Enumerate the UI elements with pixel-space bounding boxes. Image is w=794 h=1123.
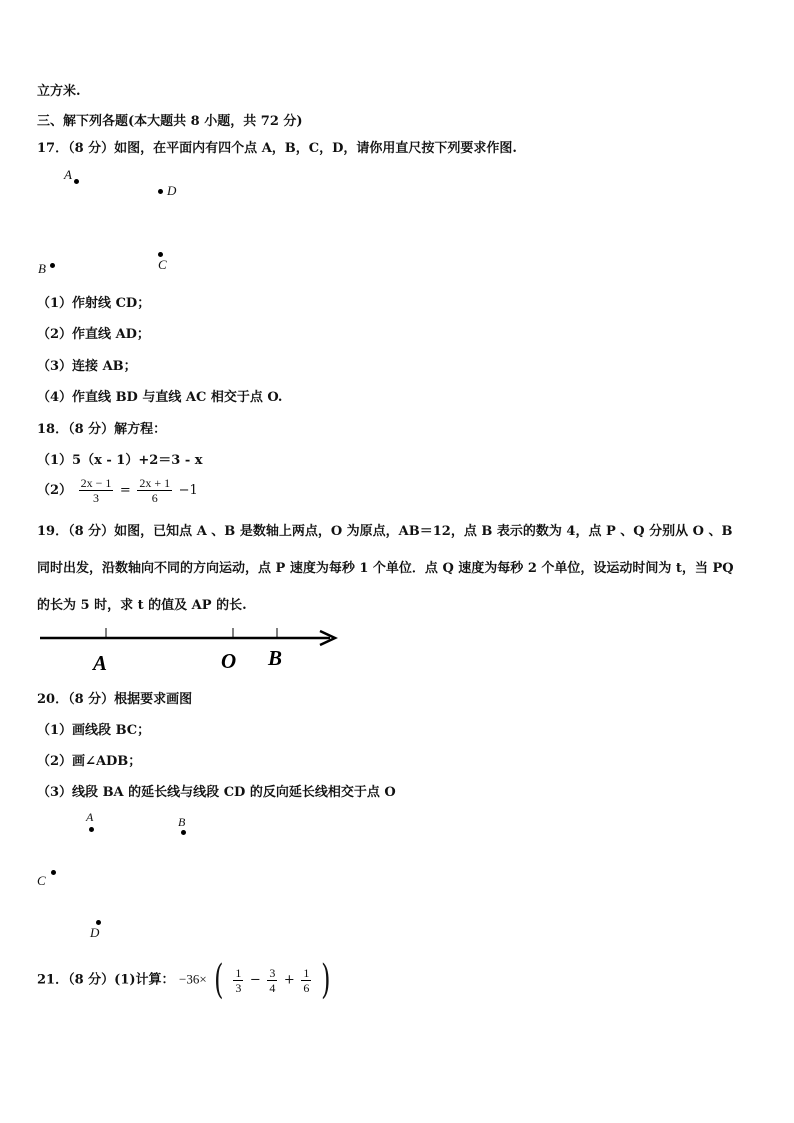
equals-sign: =	[119, 483, 131, 498]
q21-coefficient: −36×	[179, 971, 207, 987]
fig20-point-b	[181, 830, 186, 835]
q20-part-3: （3）线段 BA 的延长线与线段 CD 的反向延长线相交于点 O	[37, 785, 396, 800]
q21-op-1: −	[249, 972, 261, 988]
fraction-rhs-denominator: 6	[151, 491, 158, 505]
q18-part-2-prefix: （2）	[37, 483, 73, 498]
q21-fraction-2-num: 3	[269, 965, 276, 980]
rhs-tail: −1	[178, 483, 198, 498]
fraction-lhs-numerator: 2x − 1	[80, 476, 112, 490]
label-o: O	[221, 649, 237, 673]
number-line	[40, 624, 340, 674]
question-18: 18．（8 分）解方程：	[37, 422, 167, 437]
fraction-lhs	[79, 476, 114, 505]
q21-fraction-2-den: 4	[269, 980, 276, 995]
line-cubic-meter: 立方米.	[37, 84, 81, 99]
q21-fraction-1	[233, 966, 243, 995]
question-21	[37, 957, 333, 1003]
q21-fraction-3-num: 1	[303, 965, 310, 980]
q21-fraction-2	[267, 966, 277, 995]
fig20-label-a: A	[86, 810, 94, 824]
q21-op-2: +	[283, 972, 295, 988]
question-17: 17．（8 分）如图，在平面内有四个点 A，B，C，D，请你用直尺按下列要求作图.	[37, 141, 517, 156]
q21-fraction-3	[301, 966, 311, 995]
q17-part-1: （1）作射线 CD；	[37, 296, 151, 311]
label-a: A	[93, 651, 108, 674]
q20-part-1: （1）画线段 BC；	[37, 723, 151, 738]
fig20-point-a	[89, 827, 94, 832]
point-d	[158, 189, 163, 194]
question-19-line-2: 同时出发，沿数轴向不同的方向运动，点 P 速度为每秒 1 个单位．点 Q 速度为每秒 2 个单位，设运动时间为 t，当 PQ	[37, 561, 734, 576]
point-label-b: B	[38, 261, 46, 276]
left-paren: (	[214, 957, 224, 1003]
question-19-line-1: 19．（8 分）如图，已知点 A 、B 是数轴上两点，O 为原点，AB＝12，点 B 表示的数为 4，点 P 、Q 分别从 O 、B	[37, 524, 733, 539]
fig20-label-d: D	[90, 925, 100, 940]
fig20-label-b: B	[178, 815, 186, 829]
fig20-label-c: C	[37, 873, 46, 888]
q20-part-2: （2）画∠ADB；	[37, 754, 142, 769]
question-20: 20．（8 分）根据要求画图	[37, 692, 193, 707]
fraction-lhs-denominator: 3	[92, 491, 99, 505]
point-label-c: C	[158, 257, 167, 272]
point-label-d: D	[167, 183, 177, 198]
point-label-a: A	[64, 167, 72, 182]
q17-part-4: （4）作直线 BD 与直线 AC 相交于点 O.	[37, 390, 283, 405]
question-19-line-3: 的长为 5 时，求 t 的值及 AP 的长.	[37, 598, 247, 613]
point-a	[74, 179, 79, 184]
right-paren: )	[320, 957, 331, 1003]
label-b: B	[268, 646, 283, 670]
q17-part-2: （2）作直线 AD；	[37, 327, 150, 342]
q18-part-2	[37, 476, 198, 505]
q18-part-1: （1）5（x - 1）+2＝3 - x	[37, 453, 203, 468]
q21-fraction-1-num: 1	[235, 965, 242, 980]
fraction-rhs	[137, 476, 172, 505]
section-heading: 三、解下列各题(本大题共 8 小题，共 72 分)	[37, 114, 303, 129]
q21-fraction-3-den: 6	[303, 980, 310, 995]
q17-part-3: （3）连接 AB；	[37, 359, 137, 374]
q21-prefix: 21．（8 分）(1)计算：	[37, 972, 175, 988]
fig20-point-c	[51, 870, 56, 875]
point-b	[50, 263, 55, 268]
fraction-rhs-numerator: 2x + 1	[139, 476, 171, 490]
q21-fraction-1-den: 3	[235, 980, 242, 995]
